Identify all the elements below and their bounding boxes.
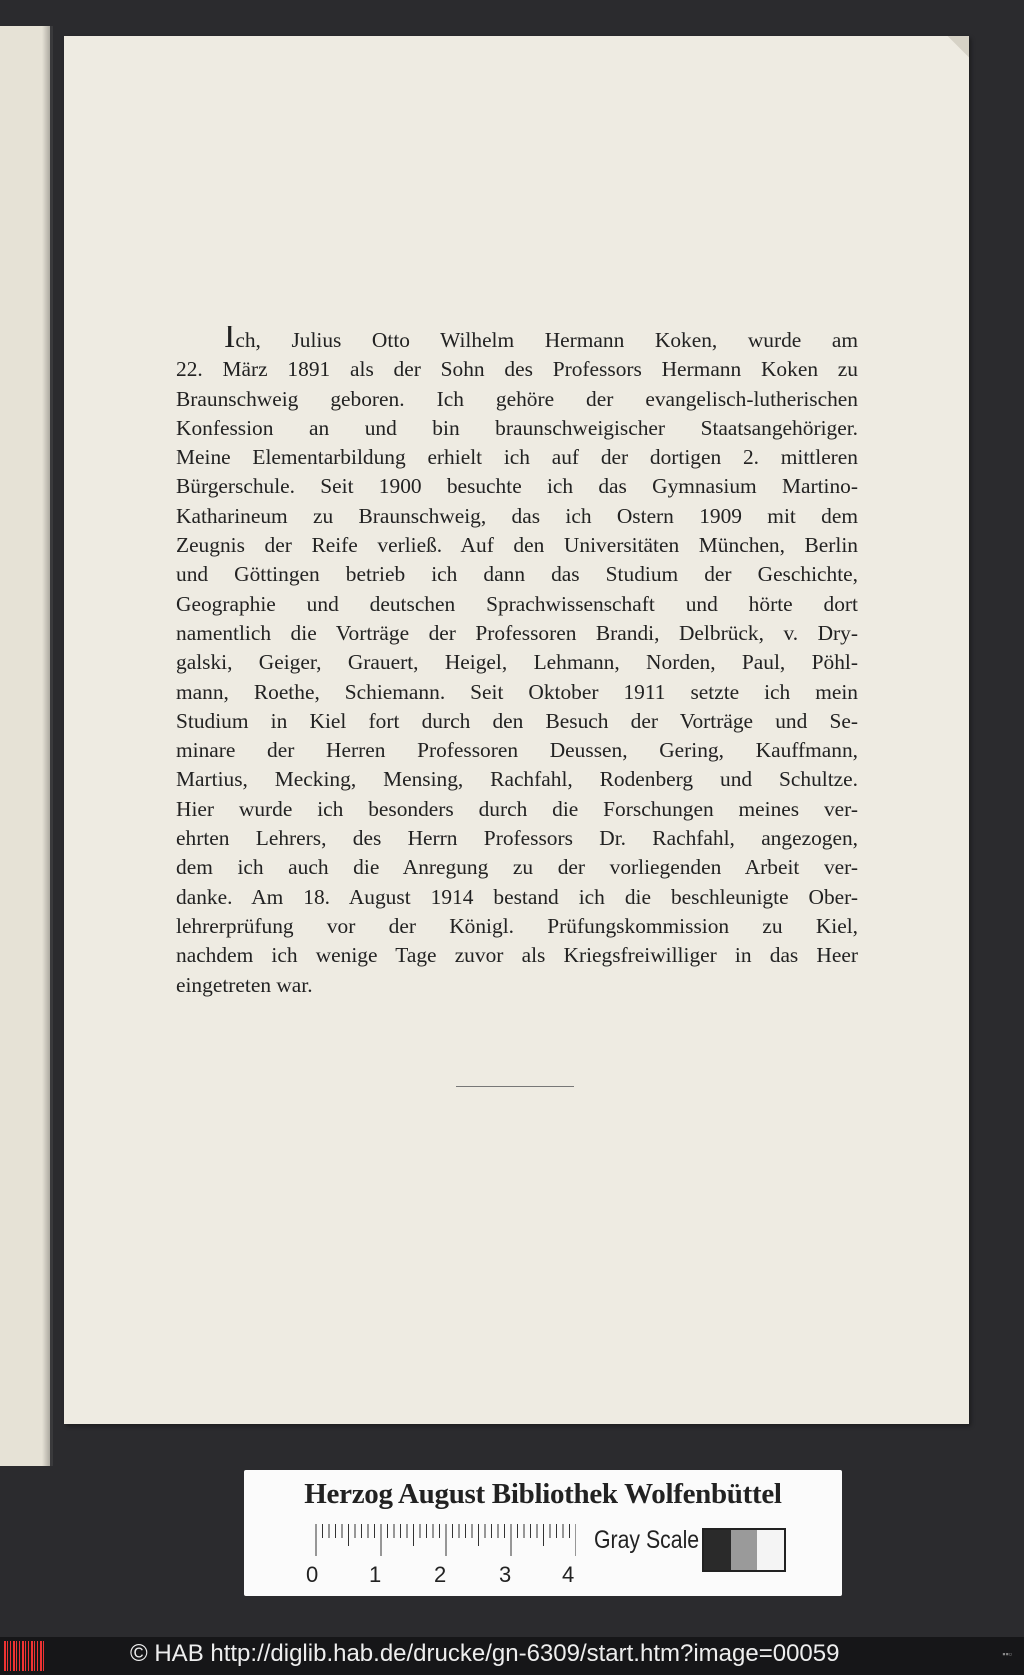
text-line: eingetreten war.: [176, 972, 313, 997]
ruler-label: 0: [306, 1562, 319, 1587]
library-name: Herzog August Bibliothek Wolfenbüttel: [304, 1478, 782, 1510]
text-line: ehrten Lehrers, des Herrn Professors Dr. Rachfahl, angezogen,: [176, 826, 858, 851]
barcode-icon: [4, 1641, 46, 1671]
gray-scale-label: Gray Scale: [594, 1526, 700, 1554]
left-page-edge: [0, 26, 53, 1466]
ruler-label: 2: [434, 1562, 447, 1587]
barcode-bar: [34, 1641, 35, 1671]
scanned-page: [64, 36, 969, 1424]
barcode-bar: [40, 1641, 42, 1671]
text-line: minare der Herren Professoren Deussen, Gering, Kauffmann,: [176, 738, 858, 763]
text-line: lehrerprüfung vor der Königl. Prüfungskommission zu Kiel,: [176, 913, 858, 938]
text-line: Braunschweig geboren. Ich gehöre der evangelisch-lutherischen: [176, 386, 858, 411]
barcode-bar: [37, 1641, 38, 1671]
spine-shadow: [42, 26, 50, 1466]
text-line: Bürgerschule. Seit 1900 besuchte ich das Gymnasium Martino-: [176, 474, 858, 499]
barcode-bar: [13, 1641, 15, 1671]
barcode-bar: [4, 1641, 6, 1671]
ruler-label: 4: [562, 1562, 575, 1587]
ruler-ticks: [314, 1524, 576, 1558]
text-line: 22. März 1891 als der Sohn des Professors Hermann Koken zu: [176, 357, 858, 382]
ruler-label: 3: [499, 1562, 512, 1587]
barcode-bar: [10, 1641, 11, 1671]
text-line: Martius, Mecking, Mensing, Rachfahl, Rodenberg und Schultze.: [176, 767, 858, 792]
copyright-link[interactable]: © HAB http://diglib.hab.de/drucke/gn-6309/start.htm?image=00059: [130, 1640, 840, 1667]
text-line: mann, Roethe, Schiemann. Seit Oktober 1911 setzte ich mein: [176, 679, 858, 704]
barcode-bar: [28, 1641, 29, 1671]
barcode-bar: [31, 1641, 33, 1671]
footer-bar: [0, 1637, 1024, 1675]
text-line: Geographie und deutschen Sprachwissenschaft und hörte dort: [176, 591, 858, 616]
barcode-bar: [43, 1641, 44, 1671]
color-calibration-bar: [244, 1470, 842, 1596]
barcode-bar: [22, 1641, 24, 1671]
barcode-bar: [19, 1641, 20, 1671]
ruler-scale: [314, 1524, 576, 1558]
initial-letter: I: [224, 326, 236, 355]
text-line: Zeugnis der Reife verließ. Auf den Universitäten München, Berlin: [176, 533, 858, 558]
text-line: galski, Geiger, Grauert, Heigel, Lehmann, Norden, Paul, Pöhl-: [176, 650, 858, 675]
barcode-bar: [16, 1641, 17, 1671]
text-line: Konfession an und bin braunschweigischer Staatsangehöriger.: [176, 415, 858, 440]
closing-rule: [456, 1086, 574, 1087]
text-line: nachdem ich wenige Tage zuvor als Kriegsfreiwilliger in das Heer: [176, 943, 858, 968]
text-line: Studium in Kiel fort durch den Besuch der Vorträge und Se-: [176, 708, 858, 733]
barcode-bar: [7, 1641, 8, 1671]
text-line: namentlich die Vorträge der Professoren Brandi, Delbrück, v. Dry-: [176, 620, 858, 645]
vita-paragraph: [176, 326, 858, 1000]
text-line: Hier wurde ich besonders durch die Forschungen meines ver-: [176, 796, 858, 821]
page-corner-fold: [929, 36, 969, 66]
swatch-mid: [731, 1530, 758, 1570]
text-line: Meine Elementarbildung erhielt ich auf der dortigen 2. mittleren: [176, 445, 858, 470]
barcode-bar: [25, 1641, 26, 1671]
gray-scale-swatches: [702, 1528, 786, 1572]
swatch-light: [757, 1530, 784, 1570]
ruler-labels: [306, 1562, 586, 1588]
ruler-label: 1: [369, 1562, 382, 1587]
text-line: und Göttingen betrieb ich dann das Studium der Geschichte,: [176, 562, 858, 587]
text-line: Ich, Julius Otto Wilhelm Hermann Koken, wurde am: [176, 326, 858, 355]
swatch-dark: [704, 1530, 731, 1570]
text-line: dem ich auch die Anregung zu der vorliegenden Arbeit ver-: [176, 855, 858, 880]
text-line: danke. Am 18. August 1914 bestand ich die beschleunigte Ober-: [176, 884, 858, 909]
text-line: Katharineum zu Braunschweig, das ich Ostern 1909 mit dem: [176, 503, 858, 528]
page-indicator-icon: ▪▪▫: [1002, 1649, 1012, 1659]
